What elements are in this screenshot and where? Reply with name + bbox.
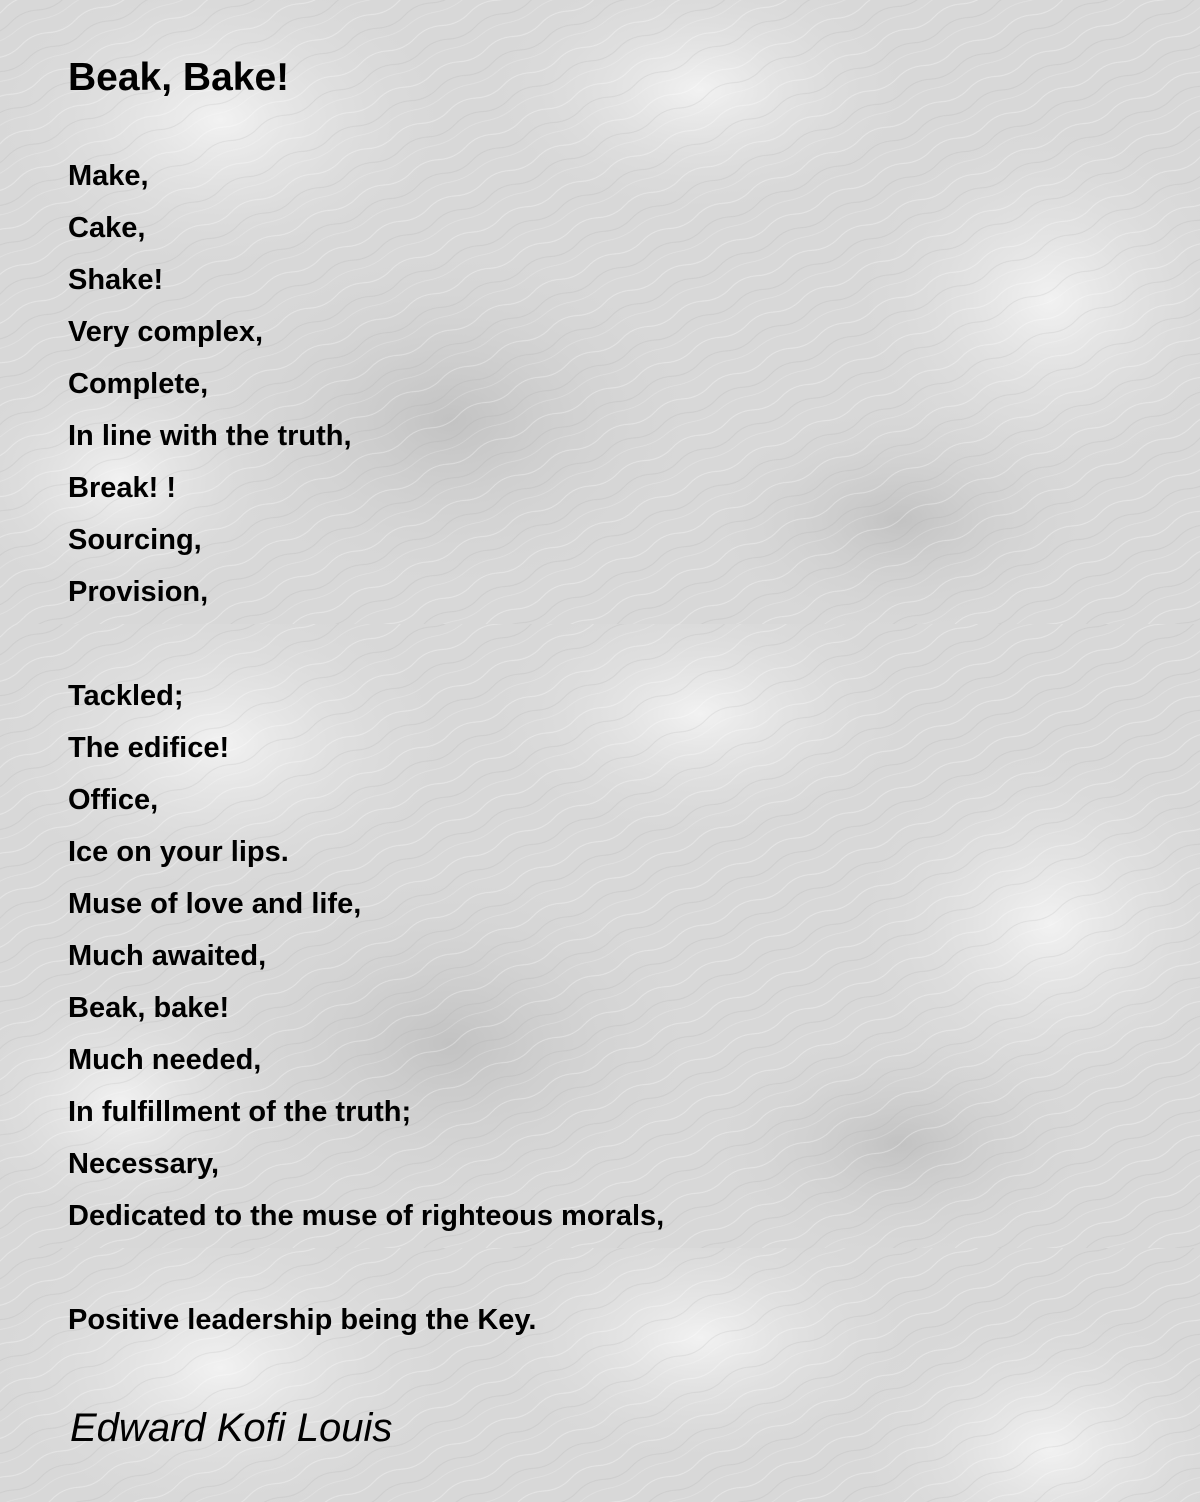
poem-author: Edward Kofi Louis — [70, 1406, 393, 1450]
poem-line: In fulfillment of the truth; — [68, 1096, 412, 1128]
poem-line: Office, — [68, 784, 159, 816]
poem-line: Break! ! — [68, 472, 176, 504]
poem-line: The edifice! — [68, 732, 230, 764]
poem-line: Cake, — [68, 212, 146, 244]
poem-line: Muse of love and life, — [68, 888, 362, 920]
poem-line: Much needed, — [68, 1044, 262, 1076]
poem-line: Tackled; — [68, 680, 184, 712]
poem-line: Ice on your lips. — [68, 836, 289, 868]
stanza-break — [68, 618, 664, 670]
poem-line: Provision, — [68, 576, 209, 608]
poem-line: Very complex, — [68, 316, 264, 348]
poem-line: In line with the truth, — [68, 420, 352, 452]
poem-line: Complete, — [68, 368, 209, 400]
poem-body — [68, 150, 664, 1346]
poem-line: Beak, bake! — [68, 992, 230, 1024]
poem-title: Beak, Bake! — [68, 56, 290, 99]
poem-line: Positive leadership being the Key. — [68, 1304, 537, 1336]
poem-line: Necessary, — [68, 1148, 220, 1180]
poem-line: Much awaited, — [68, 940, 267, 972]
poem-line: Dedicated to the muse of righteous morals, — [68, 1200, 665, 1232]
stanza-break — [68, 1242, 664, 1294]
poem-line: Shake! — [68, 264, 164, 296]
poem-line: Make, — [68, 160, 149, 192]
poem-line: Sourcing, — [68, 524, 202, 556]
